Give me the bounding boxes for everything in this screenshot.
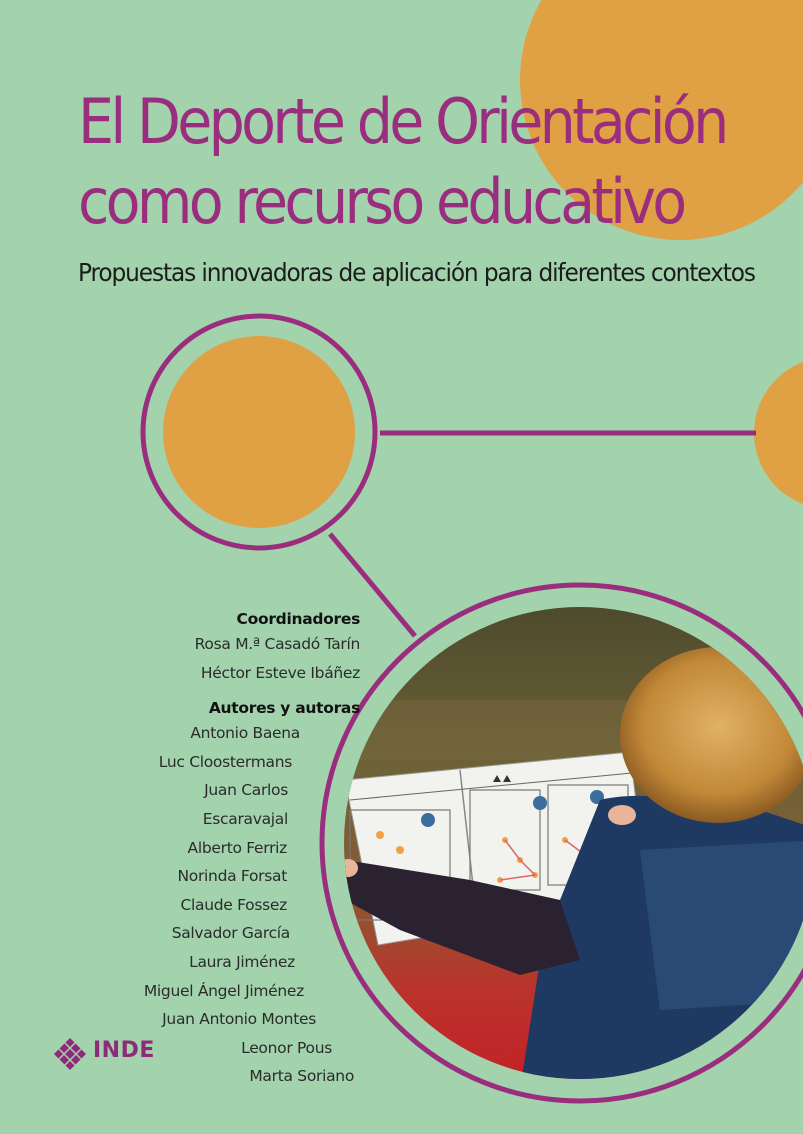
- author-name: Miguel Ángel Jiménez: [143, 981, 304, 1000]
- authors-heading: Autores y autoras: [208, 699, 360, 718]
- author-name: Laura Jiménez: [189, 952, 295, 971]
- author-name: Norinda Forsat: [177, 867, 287, 886]
- coordinators-heading: Coordinadores: [236, 610, 360, 628]
- node-orange-circle: [163, 336, 355, 528]
- author-name: Antonio Baena: [190, 724, 300, 743]
- author-name: Juan Carlos Escaravajal: [202, 781, 288, 828]
- author-name: Alberto Ferriz: [187, 838, 287, 857]
- author-name: Marta Soriano: [249, 1067, 354, 1086]
- author-name: Leonor Pous: [241, 1038, 332, 1057]
- coordinator-name: Héctor Esteve Ibáñez: [200, 663, 360, 682]
- coordinator-name: Rosa M.ª Casadó Tarín: [194, 635, 360, 653]
- title-line-2: como recurso educativo: [78, 165, 684, 238]
- author-name: Luc Cloostermans: [158, 752, 292, 771]
- credits-block: [120, 608, 360, 1091]
- book-title: [78, 82, 726, 242]
- cover-photo: [338, 600, 803, 1090]
- decor-orange-circle-right: [754, 357, 803, 509]
- author-name: Claude Fossez: [180, 895, 287, 914]
- author-name: Juan Antonio Montes: [162, 1010, 316, 1029]
- author-name: Salvador García: [171, 924, 290, 943]
- title-line-1: El Deporte de Orientación: [78, 85, 726, 158]
- publisher-name: INDE: [93, 1038, 155, 1063]
- publisher-logo: [55, 1038, 155, 1063]
- book-subtitle: Propuestas innovadoras de aplicación para diferentes contextos: [78, 258, 755, 287]
